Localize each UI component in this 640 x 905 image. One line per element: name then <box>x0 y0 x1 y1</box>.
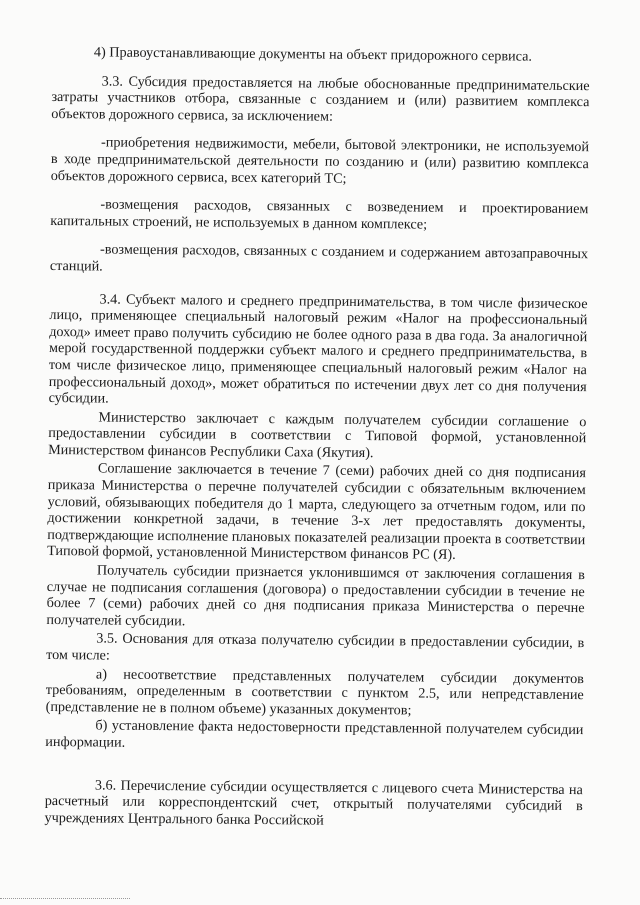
paragraph-3-6: 3.6. Перечисление субсидии осуществляется с лицевого счета Министерства на расчетный или корреспондентский счет, открытый получателями субсидий в учреждениях Центрального банка Российской <box>44 777 583 829</box>
paragraph-3-3: 3.3. Субсидия предоставляется на любые обоснованные предпринимательские затраты участников отбора, связанные с созданием и (или) развитием комплекса объектов дорожного сервиса, за исключением: <box>51 73 590 125</box>
paragraph-3-4: 3.4. Субъект малого и среднего предпринимательства, в том числе физическое лицо, применяющее специальный налоговый режим «Налог на профессиональный доход» имеет право получить субсидию не более одного раза в два года. За аналогичной мерой государственной поддержки субъект малого и среднего предпринимательства, в том числе физическое лицо, применяющее специальный налоговый режим «Налог на профессиональный доход», может обратиться по истечении двух лет со дня получения субсидии. <box>48 290 588 407</box>
scan-edge-dots <box>0 897 130 899</box>
exclusion-item-2: -возмещения расходов, связанных с возведением и проектированием капитальных строений, не используемых в данном комплексе; <box>50 196 589 233</box>
document-body <box>44 44 590 843</box>
paragraph-3-5: 3.5. Основания для отказа получателю субсидии в предоставлении субсидии, в том числе: <box>46 630 585 664</box>
exclusion-item-1: -приобретения недвижимости, мебели, бытовой электроники, не используемой в ходе предпринимательской деятельности по созданию и (или) развитию комплекса объектов дорожного сервиса, всех категорий ТС; <box>50 134 590 187</box>
refusal-item-a: а) несоответствие представленных получателем субсидии документов требованиям, определенным в соответствии с пунктом 2.5, или непредставление (представление не в полном объеме) указанных документов; <box>45 666 585 719</box>
exclusion-item-3: -возмещения расходов, связанных с созданием и содержанием автозаправочных станций. <box>49 241 589 275</box>
paragraph-agreement-conclusion: Министерство заключает с каждым получателем субсидии соглашение о предоставлении субсидии в соответствии с Типовой формой, установленной Министерством финансов Республики Саха (Якутия). <box>48 409 587 461</box>
paragraph-agreement-term: Соглашение заключается в течение 7 (семи) рабочих дней со дня подписания приказа Министерства о перечне получателей субсидии с обязательным включением условий, обязывающих победителя до 1 марта, следующего за отчетным годом, или по достижении конкретной задачи, в течение 3-х лет предоставлять документы, подтверждающие исполнение плановых показателей реализации проекта в соответствии Типовой формой, установленной Министерством финансов РС (Я). <box>47 460 586 564</box>
refusal-item-b: б) установление факта недостоверности представленной получателем субсидии информации. <box>45 717 584 751</box>
paragraph-4-title-docs: 4) Правоустанавливающие документы на объект придорожного сервиса. <box>93 44 533 65</box>
paragraph-evasion: Получатель субсидии признается уклонившимся от заключения соглашения в случае не подписания соглашения (договора) о предоставлении субсидии в течение не более 7 (семи) рабочих дней со дня подписания приказа Министерства о перечне получателей субсидии. <box>46 562 586 630</box>
